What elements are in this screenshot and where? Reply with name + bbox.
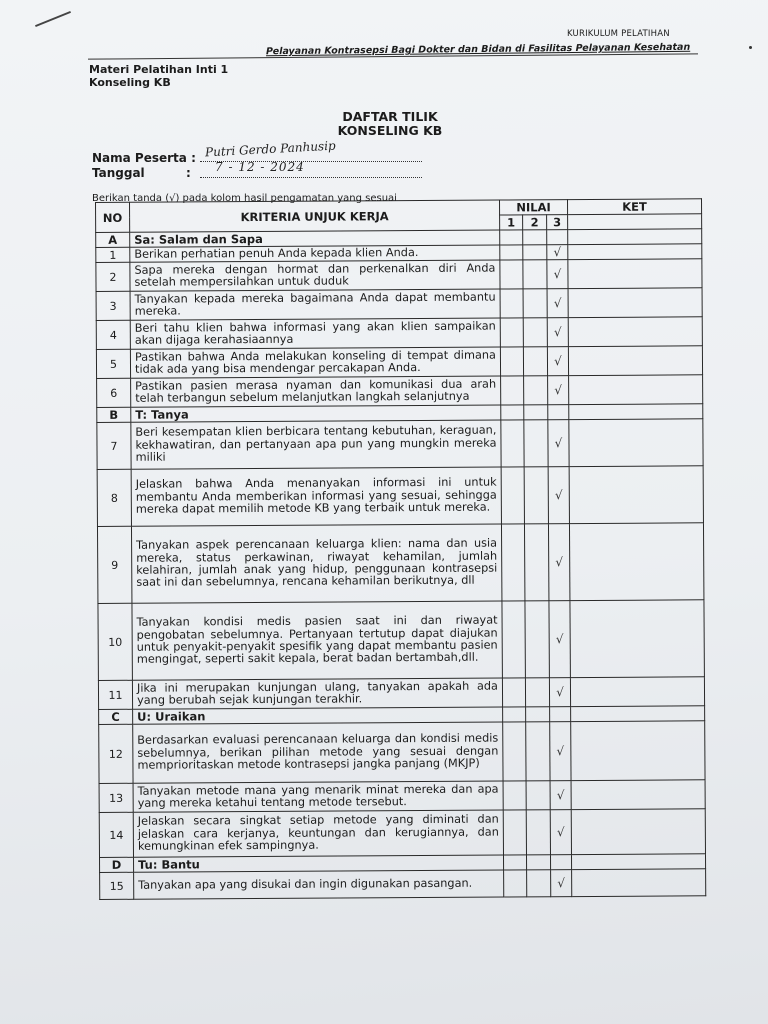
score-3-cell: √ [547, 318, 568, 347]
score-3-cell: √ [550, 722, 571, 781]
ket-cell [571, 780, 705, 810]
criteria-text: Tanyakan apa yang disukai dan ingin digunakan pasangan. [134, 870, 504, 899]
ket-cell [568, 317, 702, 347]
score-3-cell: √ [547, 245, 568, 260]
table-row [97, 523, 703, 604]
participant-name-value: Putri Gerdo Panhusip [204, 138, 336, 160]
score-1-cell [500, 289, 523, 318]
score-2-cell [523, 289, 547, 318]
score-2-cell [527, 870, 551, 897]
score-1-cell [502, 678, 525, 707]
col-header-score-3: 3 [547, 215, 568, 230]
table-row [98, 600, 704, 681]
col-header-nilai: NILAI [499, 200, 567, 215]
score-2-cell [523, 245, 547, 260]
score-2-cell [526, 707, 550, 722]
ket-cell [569, 375, 703, 405]
score-2-cell [523, 230, 547, 245]
criteria-text: Beri tahu klien bahwa informasi yang akan klien sampaikan akan dijaga kerahasiaannya [130, 318, 500, 349]
module-label: Konseling KB [89, 76, 171, 89]
checklist-table [95, 198, 706, 900]
score-3-cell [548, 405, 569, 420]
row-number: 4 [96, 320, 130, 349]
criteria-text: Tanyakan kondisi medis pasien saat ini dan riwayat pengobatan sebelumnya. Pertanyaan tertutup dapat diajukan untuk penyakit-penyakit spesifik yang dapat membantu pasien mengingat, seperti sakit kepala, berat badan bertambah,dll. [132, 601, 502, 680]
criteria-text: Berdasarkan evaluasi perencanaan keluarga dan kondisi medis sebelumnya, berikan pilihan metode yang sesuai dengan memprioritaskan metode kontrasepsi jangka panjang (MKJP) [133, 722, 503, 783]
doc-title-sub: KONSELING KB [337, 123, 443, 138]
table-row [96, 317, 702, 350]
table-row [98, 677, 704, 710]
criteria-text: Sapa mereka dengan hormat dan perkenalkan diri Anda setelah mempersilahkan untuk duduk [130, 260, 500, 291]
score-1-cell [503, 707, 526, 722]
ket-cell [568, 259, 702, 289]
score-1-cell [501, 405, 524, 420]
score-2-cell [524, 376, 548, 405]
criteria-text: Jelaskan secara singkat setiap metode yang diminati dan jelaskan cara kerjanya, keuntungan dan kerugiannya, dan kemungkinan efek sampingnya. [133, 810, 503, 857]
score-2-cell [526, 855, 550, 870]
score-2-cell [526, 810, 550, 855]
row-number: 9 [97, 526, 131, 603]
score-1-cell [503, 722, 526, 781]
score-1-cell [502, 601, 525, 678]
score-1-cell [500, 230, 523, 245]
score-1-cell [501, 420, 524, 467]
score-2-cell [524, 467, 548, 524]
score-2-cell [525, 601, 549, 678]
speck [749, 46, 752, 49]
row-number: 8 [97, 469, 131, 526]
ket-cell [569, 404, 703, 420]
row-number: 5 [96, 349, 130, 378]
materi-label: Materi Pelatihan Inti 1 [89, 63, 229, 76]
score-1-cell [503, 855, 526, 870]
score-3-cell: √ [547, 260, 568, 289]
criteria-text: Pastikan pasien merasa nyaman dan komunikasi dua arah telah terbangun sebelum melanjutkan langkah selanjutnya [131, 376, 501, 407]
date-colon: : [186, 166, 191, 180]
criteria-text: Pastikan bahwa Anda melakukan konseling di tempat dimana tidak ada yang bisa mendengar percakapan Anda. [130, 347, 500, 378]
date-label: Tanggal [92, 166, 145, 180]
col-header-score-2: 2 [523, 215, 547, 230]
score-1-cell [500, 245, 523, 260]
table-row [99, 721, 705, 784]
criteria-text: Tu: Bantu [134, 855, 504, 872]
col-header-ket: KET [568, 199, 702, 215]
criteria-text: Tanyakan aspek perencanaan keluarga klien: nama dan usia mereka, status perkawinan, riwayat kehamilan, jumlah kelahiran, jumlah anak yang hidup, penggunaan kontrasepsi saat ini dan sebelumnya, rencana kehamilan berikutnya, dll [131, 524, 501, 603]
score-3-cell: √ [549, 678, 570, 707]
score-1-cell [504, 870, 527, 897]
score-2-cell [526, 781, 550, 810]
ket-cell [571, 706, 705, 722]
score-2-cell [526, 722, 550, 781]
row-number: 6 [97, 378, 131, 407]
col-header-score-1: 1 [500, 215, 523, 230]
date-value: 7 - 12 - 2024 [215, 160, 305, 174]
ket-cell [569, 419, 703, 467]
score-1-cell [500, 260, 523, 289]
score-1-cell [501, 467, 524, 524]
score-3-cell: √ [548, 376, 569, 405]
criteria-text: Jelaskan bahwa Anda menanyakan informasi ini untuk membantu Anda memberikan informasi yang sesuai, sehingga mereka dapat memilih metode KB yang terbaik untuk mereka. [131, 467, 501, 526]
row-number: 7 [97, 422, 131, 469]
criteria-text: Berikan perhatian penuh Anda kepada klien Anda. [130, 245, 500, 262]
criteria-text: Sa: Salam dan Sapa [130, 230, 500, 247]
table-row [97, 466, 703, 527]
row-number: C [99, 709, 133, 724]
criteria-text: Tanyakan kepada mereka bagaimana Anda dapat membantu mereka. [130, 289, 500, 320]
row-number: 10 [98, 603, 132, 680]
ket-cell [568, 346, 702, 376]
ket-cell [571, 809, 705, 855]
criteria-text: T: Tanya [131, 405, 501, 422]
score-2-cell [523, 260, 547, 289]
score-3-cell: √ [548, 420, 569, 467]
table-row [97, 375, 703, 408]
ket-cell [569, 466, 703, 524]
criteria-text: Beri kesempatan klien berbicara tentang kebutuhan, keraguan, kekhawatiran, dan pertanyaan apa pun yang mungkin mereka miliki [131, 420, 501, 469]
score-3-cell: √ [551, 870, 572, 897]
table-row [96, 259, 702, 292]
ket-cell [570, 677, 704, 707]
score-3-cell: √ [547, 289, 568, 318]
row-number: 2 [96, 262, 130, 291]
ket-cell [572, 854, 706, 870]
participant-name-label: Nama Peserta : [92, 151, 196, 165]
curriculum-label: KURIKULUM PELATIHAN [567, 29, 670, 39]
score-2-cell [523, 347, 547, 376]
table-row [96, 346, 702, 379]
ket-cell [568, 288, 702, 318]
ket-cell [569, 523, 703, 601]
score-1-cell [503, 781, 526, 810]
table-row [99, 780, 705, 813]
score-3-cell: √ [547, 347, 568, 376]
row-number: B [97, 407, 131, 422]
score-3-cell: √ [548, 467, 569, 524]
criteria-text: Jika ini merupakan kunjungan ulang, tanyakan apakah ada yang berubah sejak kunjungan terakhir. [132, 678, 502, 709]
table-row [99, 809, 705, 858]
instruction-text: Berikan tanda (√) pada kolom hasil pengamatan yang sesuai [92, 193, 397, 204]
score-3-cell [550, 855, 571, 870]
score-2-cell [525, 678, 549, 707]
ket-cell [568, 229, 702, 245]
score-1-cell [500, 318, 523, 347]
row-number: 13 [99, 783, 133, 812]
row-number: 12 [99, 724, 133, 783]
col-header-criteria: KRITERIA UNJUK KERJA [130, 200, 500, 232]
score-1-cell [501, 524, 524, 601]
criteria-text: Tanyakan metode mana yang menarik minat mereka dan apa yang mereka ketahui tentang metode tersebut. [133, 781, 503, 812]
row-number: 3 [96, 291, 130, 320]
ket-cell [572, 869, 706, 897]
ket-cell [568, 244, 702, 260]
score-3-cell: √ [550, 781, 571, 810]
score-1-cell [503, 810, 526, 855]
row-number: A [96, 232, 130, 247]
score-2-cell [524, 405, 548, 420]
score-3-cell: √ [549, 601, 570, 678]
pen-stroke-mark [35, 11, 71, 27]
score-2-cell [524, 524, 548, 601]
col-header-ket-blank [568, 214, 702, 230]
score-3-cell: √ [548, 524, 569, 601]
doc-title: DAFTAR TILIK [342, 109, 438, 124]
row-number: D [100, 857, 134, 872]
criteria-text: U: Uraikan [133, 707, 503, 724]
col-header-no: NO [96, 202, 130, 232]
table-row [96, 288, 702, 321]
table-row [100, 869, 706, 900]
curriculum-subtitle: Pelayanan Kontrasepsi Bagi Dokter dan Bidan di Fasilitas Pelayanan Kesehatan [265, 41, 691, 58]
score-3-cell [550, 707, 571, 722]
score-3-cell [547, 230, 568, 245]
ket-cell [570, 600, 704, 678]
score-1-cell [500, 347, 523, 376]
row-number: 11 [98, 680, 132, 709]
score-3-cell: √ [550, 810, 571, 855]
ket-cell [571, 721, 705, 781]
score-2-cell [523, 318, 547, 347]
score-2-cell [524, 420, 548, 467]
score-1-cell [501, 376, 524, 405]
table-row [97, 419, 703, 470]
row-number: 14 [99, 812, 133, 857]
row-number: 1 [96, 247, 130, 262]
row-number: 15 [100, 872, 134, 899]
